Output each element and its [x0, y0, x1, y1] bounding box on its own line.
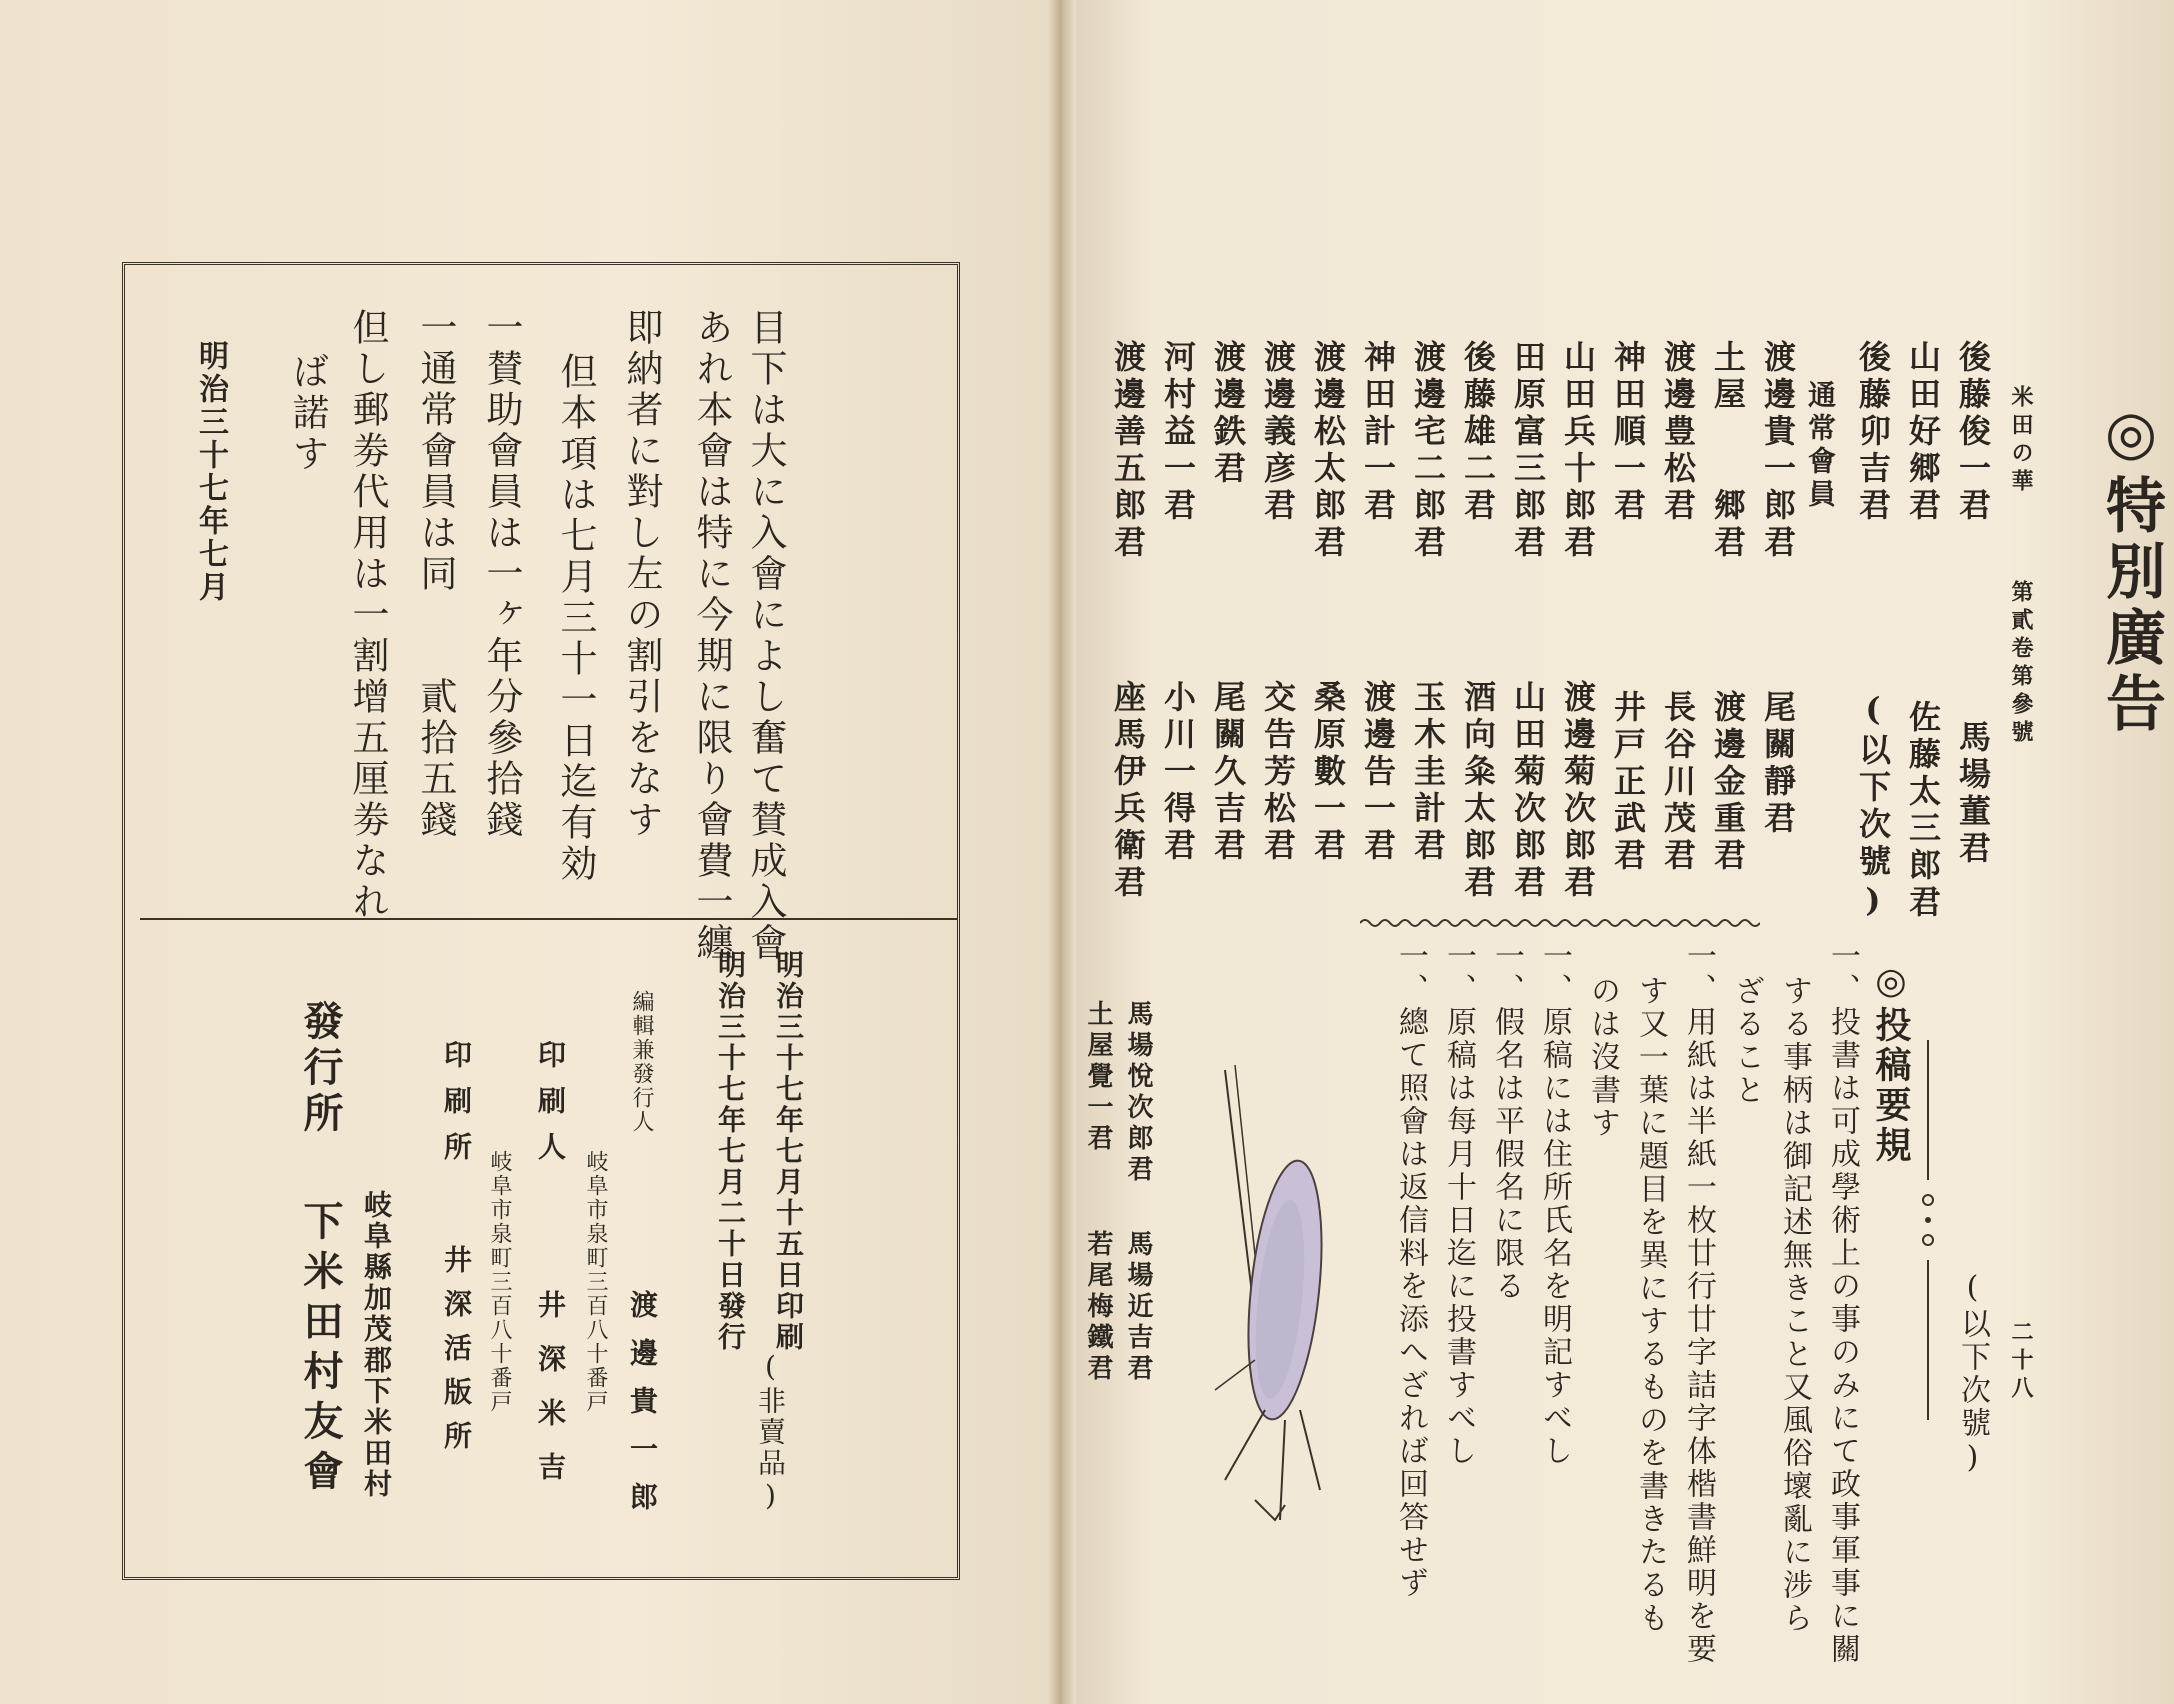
section-regular-members: 通常會員: [1804, 380, 1837, 512]
regular-col-15b: 若尾梅鐵君: [1083, 1230, 1113, 1385]
rule-line-2: する事柄は御記述無きこと又風俗壞亂に涉ら: [1777, 975, 1812, 1635]
press-name: 井深活版所: [440, 1245, 473, 1465]
regular-col-9b: 渡邊告一君: [1359, 680, 1397, 865]
advert-line-8: ば諾す: [286, 352, 329, 475]
ornament-rule: [1918, 1040, 1938, 1420]
rule-line-1: 一、投書は可成學術上の事のみにて政事軍事に關: [1825, 940, 1860, 1666]
page-number: 二十八: [2008, 1320, 2034, 1404]
editor-label: 編輯兼發行人: [629, 990, 654, 1134]
member-col-3a: 後藤卯吉君: [1854, 340, 1892, 525]
insect-illustration: [1205, 1060, 1335, 1540]
advert-line-5: 一賛助會員は一ヶ年分參拾錢: [480, 308, 523, 841]
regular-col-12a: 渡邊鉄君: [1209, 340, 1247, 488]
rule-line-10: 一、總て照會は返信料を添へざれば回答せず: [1393, 940, 1428, 1600]
publisher-label: 發行所: [297, 1000, 344, 1138]
wavy-divider: [1360, 917, 1760, 929]
regular-col-1b: 尾關靜君: [1759, 690, 1797, 838]
regular-col-5b: 渡邊菊次郎君: [1559, 680, 1597, 902]
member-col-1a: 後藤俊一君: [1954, 340, 1992, 525]
regular-col-7a: 後藤雄二君: [1459, 340, 1497, 525]
rule-line-3: ざること: [1729, 975, 1764, 1107]
regular-col-3a: 渡邊豊松君: [1659, 340, 1697, 525]
regular-col-16a: 馬場悅次郎君: [1123, 1000, 1153, 1186]
rule-line-6: のは沒書す: [1585, 975, 1620, 1140]
regular-col-11a: 渡邊義彦君: [1259, 340, 1297, 525]
advert-title: ◎特別廣告: [2096, 398, 2166, 738]
regular-col-12b: 尾關久吉君: [1209, 680, 1247, 865]
regular-col-5a: 山田兵十郎君: [1559, 340, 1597, 562]
publisher-address: 岐阜縣加茂郡下米田村: [360, 1190, 393, 1500]
rule-line-7: 一、原稿には住所氏名を明記すべし: [1537, 940, 1572, 1468]
regular-col-4b: 井戸正武君: [1609, 690, 1647, 875]
regular-col-13a: 河村益一君: [1159, 340, 1197, 525]
regular-col-6a: 田原富三郎君: [1509, 340, 1547, 562]
regular-col-14b: 座馬伊兵衛君: [1109, 680, 1147, 902]
rule-line-8: 一、假名は平假名に限る: [1489, 940, 1524, 1303]
regular-col-10a: 渡邊松太郎君: [1309, 340, 1347, 562]
regular-col-2a: 土屋 郷君: [1709, 340, 1747, 562]
member-col-2a: 山田好郷君: [1904, 340, 1942, 525]
press-label: 印刷所: [440, 1040, 473, 1178]
submission-title: ◎投稿要規: [1870, 960, 1912, 1166]
regular-col-15a: 土屋覺一君: [1083, 1000, 1113, 1155]
member-col-3b: (以下次號): [1854, 690, 1892, 924]
regular-col-10b: 桑原數一君: [1309, 680, 1347, 865]
regular-col-1a: 渡邊貴一郎君: [1759, 340, 1797, 562]
regular-col-13b: 小川一得君: [1159, 680, 1197, 865]
rule-line-9: 一、原稿は每月十日迄に投書すべし: [1441, 940, 1476, 1468]
regular-col-2b: 渡邊金重君: [1709, 690, 1747, 875]
next-issue-note: (以下次號): [1955, 1270, 1990, 1478]
regular-col-16b: 馬場近吉君: [1123, 1230, 1153, 1385]
advert-line-3: 即納者に對し左の割引をなす: [620, 308, 663, 841]
advert-line-1: 目下は大に入會によし奮て賛成入會: [744, 308, 787, 964]
advert-date: 明治三十七年七月: [193, 340, 228, 604]
not-for-sale: (非賣品): [754, 1350, 787, 1515]
advert-line-4: 但本項は七月三十一日迄有効: [554, 352, 597, 885]
advert-divider: [140, 918, 958, 920]
editor-name: 渡邊貴一郎: [626, 1290, 659, 1530]
advert-line-7: 但し郵劵代用は一割增五厘劵なれ: [346, 308, 389, 923]
journal-title: 米田の華: [2008, 385, 2034, 497]
issue-number: 第貳卷第參號: [2008, 580, 2034, 748]
rule-line-4: 一、用紙は半紙一枚廿行廿字詰字体楷書鮮明を要: [1681, 940, 1716, 1666]
regular-col-6b: 山田菊次郎君: [1509, 680, 1547, 902]
regular-col-8b: 玉木圭計君: [1409, 680, 1447, 865]
regular-col-3b: 長谷川茂君: [1659, 690, 1697, 875]
member-col-1b: 馬場董君: [1954, 720, 1992, 868]
publisher-name: 下米田村友會: [297, 1200, 344, 1500]
advert-line-6: 一通常會員は同 貳拾五錢: [414, 308, 457, 841]
regular-col-4a: 神田順一君: [1609, 340, 1647, 525]
book-gutter: [1048, 0, 1076, 1704]
advert-line-2: あれ本會は特に今期に限り會費一纏: [690, 308, 733, 964]
printer-name: 井深米吉: [534, 1290, 567, 1506]
print-date: 明治三十七年七月十五日印刷: [772, 950, 805, 1353]
regular-col-8a: 渡邊宅二郎君: [1409, 340, 1447, 562]
regular-col-14a: 渡邊善五郎君: [1109, 340, 1147, 562]
member-col-2b: 佐藤太三郎君: [1904, 700, 1942, 922]
printer-label: 印刷人: [534, 1040, 567, 1178]
editor-address: 岐阜市泉町三百八十番戸: [583, 1150, 608, 1414]
regular-col-9a: 神田計一君: [1359, 340, 1397, 525]
publish-date: 明治三十七年七月二十日發行: [714, 950, 747, 1353]
regular-col-7b: 酒向粂太郎君: [1459, 680, 1497, 902]
regular-col-11b: 交告芳松君: [1259, 680, 1297, 865]
rule-line-5: す又一葉に題目を異にするものを書きたるも: [1633, 975, 1668, 1635]
printer-address: 岐阜市泉町三百八十番戸: [487, 1150, 512, 1414]
